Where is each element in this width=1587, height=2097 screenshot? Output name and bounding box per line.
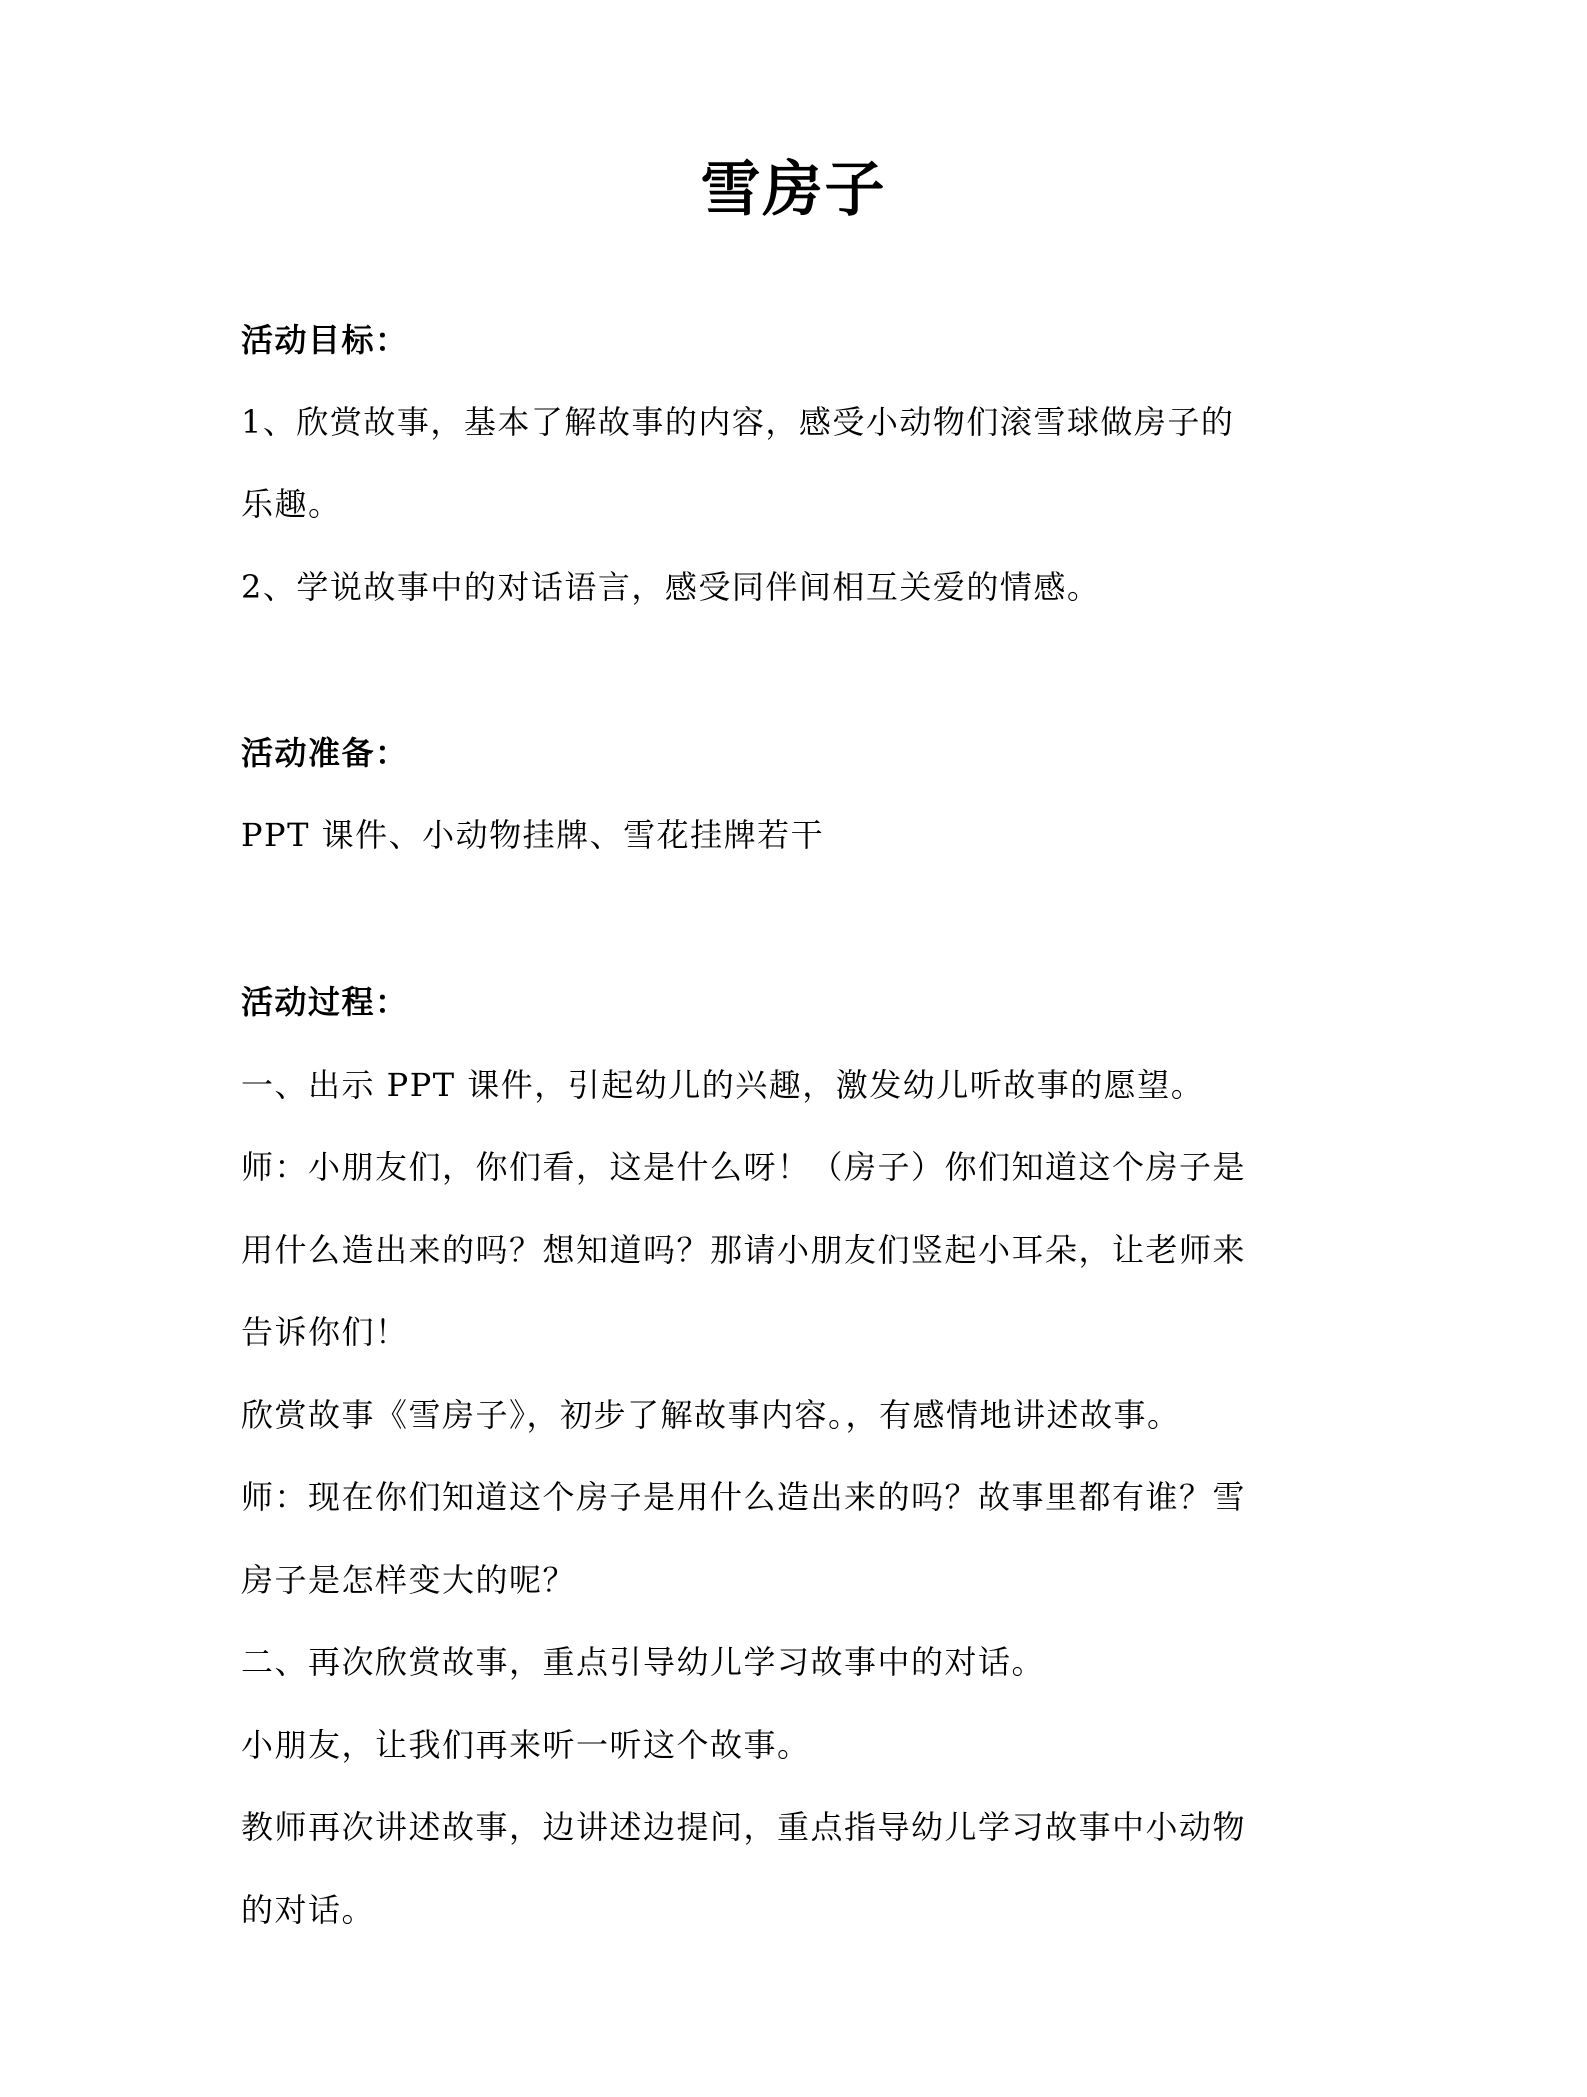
section-heading-preparation: 活动准备： bbox=[241, 734, 409, 772]
paragraph-line: 一、出示 PPT 课件，引起幼儿的兴趣，激发幼儿听故事的愿望。 bbox=[241, 1066, 1205, 1104]
paragraph-line: 用什么造出来的吗？想知道吗？那请小朋友们竖起小耳朵，让老师来 bbox=[241, 1231, 1247, 1269]
paragraph-line: 欣赏故事《雪房子》，初步了解故事内容。，有感情地讲述故事。 bbox=[241, 1396, 1181, 1434]
paragraph-line: 1、欣赏故事，基本了解故事的内容，感受小动物们滚雪球做房子的 bbox=[241, 403, 1235, 441]
paragraph-line: PPT 课件、小动物挂牌、雪花挂牌若干 bbox=[241, 816, 825, 854]
paragraph-line: 房子是怎样变大的呢？ bbox=[241, 1561, 577, 1599]
section-heading-goals: 活动目标： bbox=[241, 321, 409, 359]
paragraph-line: 小朋友，让我们再来听一听这个故事。 bbox=[241, 1726, 811, 1764]
document-title: 雪房子 bbox=[700, 155, 887, 225]
section-heading-process: 活动过程： bbox=[241, 983, 409, 1021]
paragraph-line: 师：小朋友们，你们看，这是什么呀！（房子）你们知道这个房子是 bbox=[241, 1148, 1247, 1186]
paragraph-line: 的对话。 bbox=[241, 1891, 376, 1929]
paragraph-line: 二、再次欣赏故事，重点引导幼儿学习故事中的对话。 bbox=[241, 1643, 1046, 1681]
paragraph-line: 告诉你们！ bbox=[241, 1313, 409, 1351]
paragraph-line: 2、学说故事中的对话语言，感受同伴间相互关爱的情感。 bbox=[241, 568, 1101, 606]
paragraph-line: 教师再次讲述故事，边讲述边提问，重点指导幼儿学习故事中小动物 bbox=[241, 1808, 1247, 1846]
paragraph-line: 乐趣。 bbox=[241, 485, 342, 523]
paragraph-line: 师：现在你们知道这个房子是用什么造出来的吗？故事里都有谁？雪 bbox=[241, 1478, 1247, 1516]
